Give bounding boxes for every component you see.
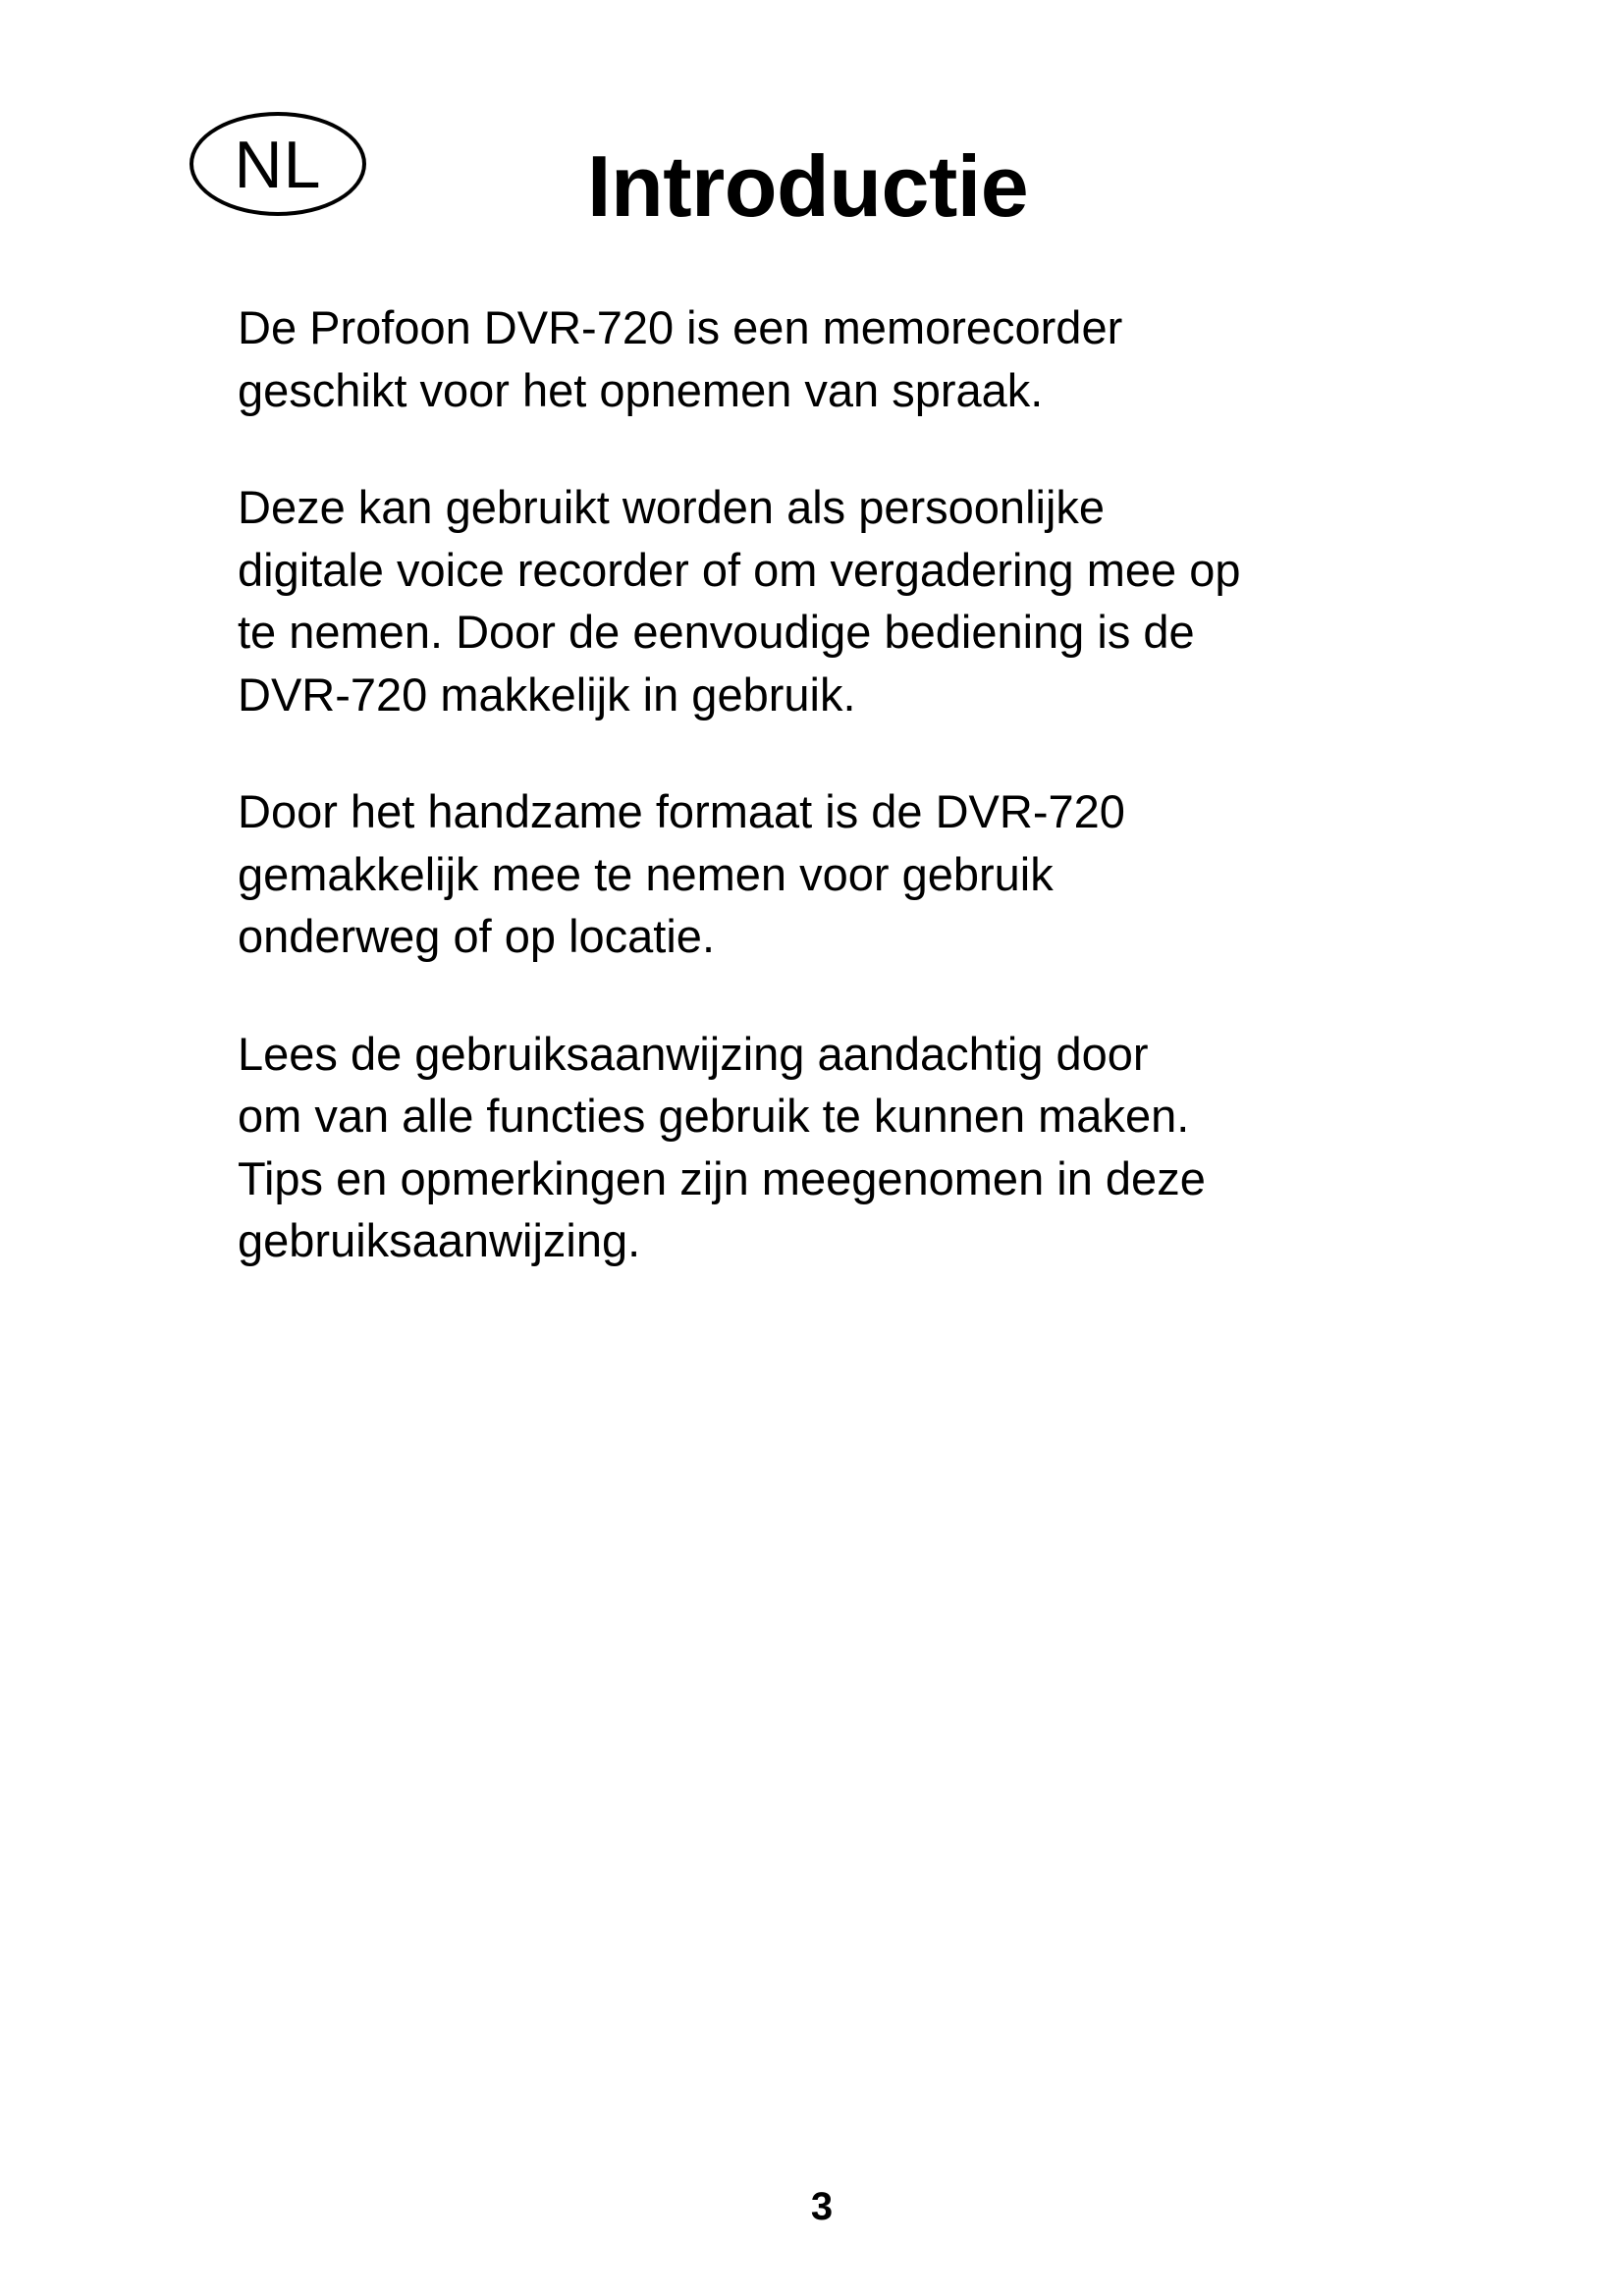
paragraph-usage: [238, 476, 1445, 725]
text-line: Lees de gebruiksaanwijzing aandachtig door: [238, 1027, 1149, 1080]
text-line: gebruiksaanwijzing.: [238, 1214, 641, 1266]
page-number: 3: [810, 2185, 834, 2228]
text-line: digitale voice recorder of om vergadering mee op: [238, 543, 1241, 596]
text-line: Tips en opmerkingen zijn meegenomen in deze: [238, 1151, 1206, 1204]
text-line: geschikt voor het opnemen van spraak.: [238, 363, 1044, 416]
language-badge-label: NL: [234, 128, 322, 202]
text-line: DVR-720 makkelijk in gebruik.: [238, 667, 856, 721]
paragraph-portability: [238, 780, 1445, 968]
paragraph-instructions: [238, 1023, 1445, 1272]
language-badge: [189, 112, 366, 216]
text-line: gemakkelijk mee te nemen voor gebruik: [238, 847, 1054, 900]
body-text: [238, 296, 1445, 1272]
text-line: om van alle functies gebruik te kunnen maken.: [238, 1090, 1190, 1142]
text-line: Deze kan gebruikt worden als persoonlijke: [238, 481, 1106, 533]
paragraph-intro: [238, 296, 1445, 421]
text-line: De Profoon DVR-720 is een memorecorder: [238, 301, 1123, 353]
text-line: te nemen. Door de eenvoudige bediening is de: [238, 606, 1195, 658]
text-line: onderweg of op locatie.: [238, 910, 715, 962]
text-line: Door het handzame formaat is de DVR-720: [238, 785, 1125, 837]
page-title: Introductie: [587, 137, 1029, 235]
